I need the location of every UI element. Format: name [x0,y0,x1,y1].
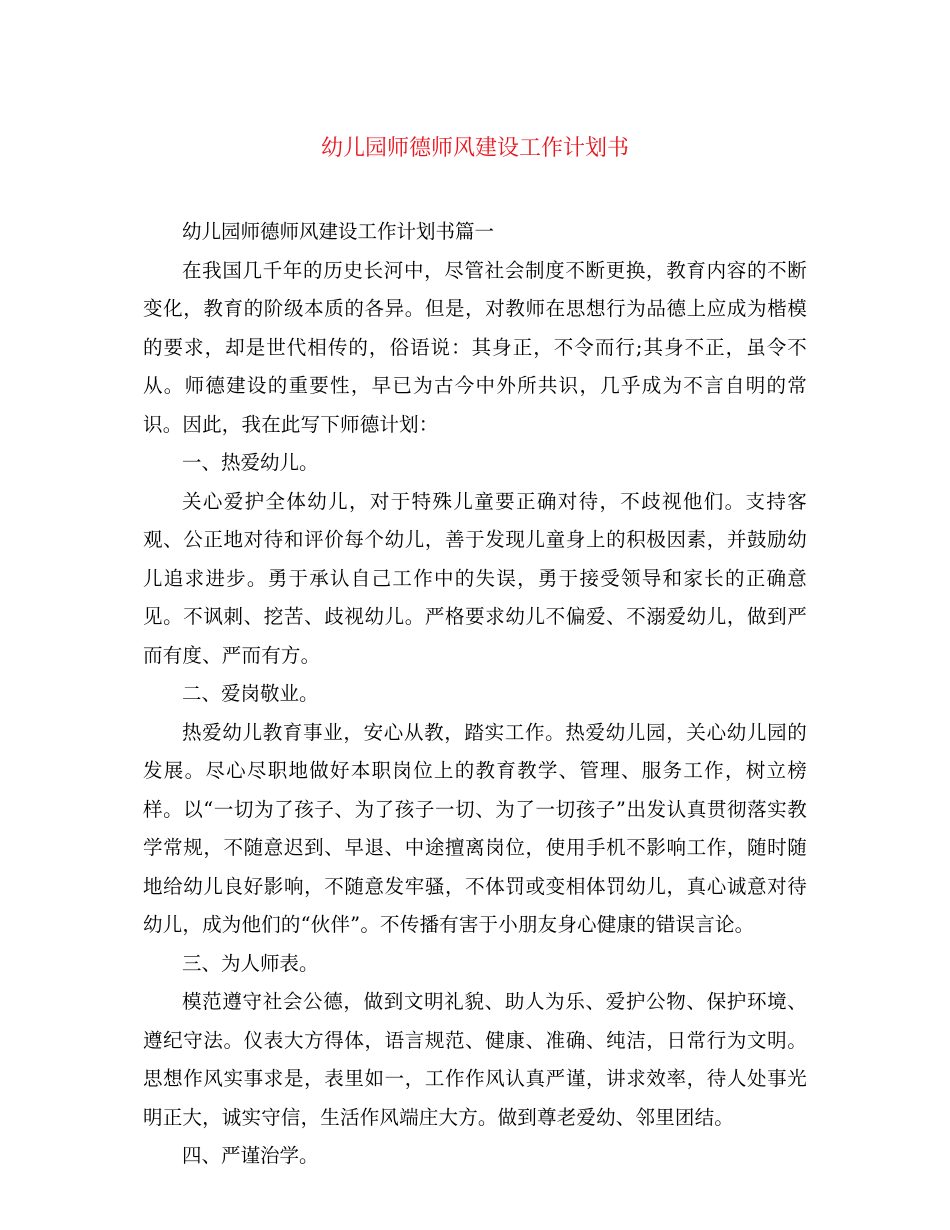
intro-paragraph: 在我国几千年的历史长河中，尽管社会制度不断更换，教育内容的不断变化，教育的阶级本质的各异。但是，对教师在思想行为品德上应成为楷模的要求，却是世代相传的，俗语说：其身正，不令而行;其身不正，虽令不从。师德建设的重要性，早已为古今中外所共识，几乎成为不言自明的常识。因此，我在此写下师德计划： [143,258,807,436]
section-paragraph-2: 热爱幼儿教育事业，安心从教，踏实工作。热爱幼儿园，关心幼儿园的发展。尽心尽职地做好本职岗位上的教育教学、管理、服务工作，树立榜样。以“一切为了孩子、为了孩子一切、为了一切孩子”出发认真贯彻落实教学常规，不随意迟到、早退、中途擅离岗位，使用手机不影响工作，随时随地给幼儿良好影响，不随意发牢骚，不体罚或变相体罚幼儿，真心诚意对待幼儿，成为他们的“伙伴”。不传播有害于小朋友身心健康的错误言论。 [143,720,807,936]
section-heading-3: 三、为人师表。 [182,951,319,975]
document-body [143,213,807,1176]
section-paragraph-1: 关心爱护全体幼儿，对于特殊儿童要正确对待，不歧视他们。支持客观、公正地对待和评价每个幼儿，善于发现儿童身上的积极因素，并鼓励幼儿追求进步。勇于承认自己工作中的失误，勇于接受领导和家长的正确意见。不讽刺、挖苦、歧视幼儿。严格要求幼儿不偏爱、不溺爱幼儿，做到严而有度、严而有方。 [143,489,807,667]
document-subtitle: 幼儿园师德师风建设工作计划书篇一 [182,220,495,243]
section-heading-4: 四、严谨治学。 [182,1144,319,1167]
document-title: 幼儿园师德师风建设工作计划书 [320,136,629,161]
section-heading-1: 一、热爱幼儿。 [182,451,319,474]
section-heading-2: 二、爱岗敬业。 [182,682,319,705]
section-paragraph-3: 模范遵守社会公德，做到文明礼貌、助人为乐、爱护公物、保护环境、遵纪守法。仪表大方得体，语言规范、健康、准确、纯洁，日常行为文明。思想作风实事求是，表里如一，工作作风认真严谨，讲求效率，待人处事光明正大，诚实守信，生活作风端庄大方。做到尊老爱幼、邻里团结。 [143,990,807,1129]
